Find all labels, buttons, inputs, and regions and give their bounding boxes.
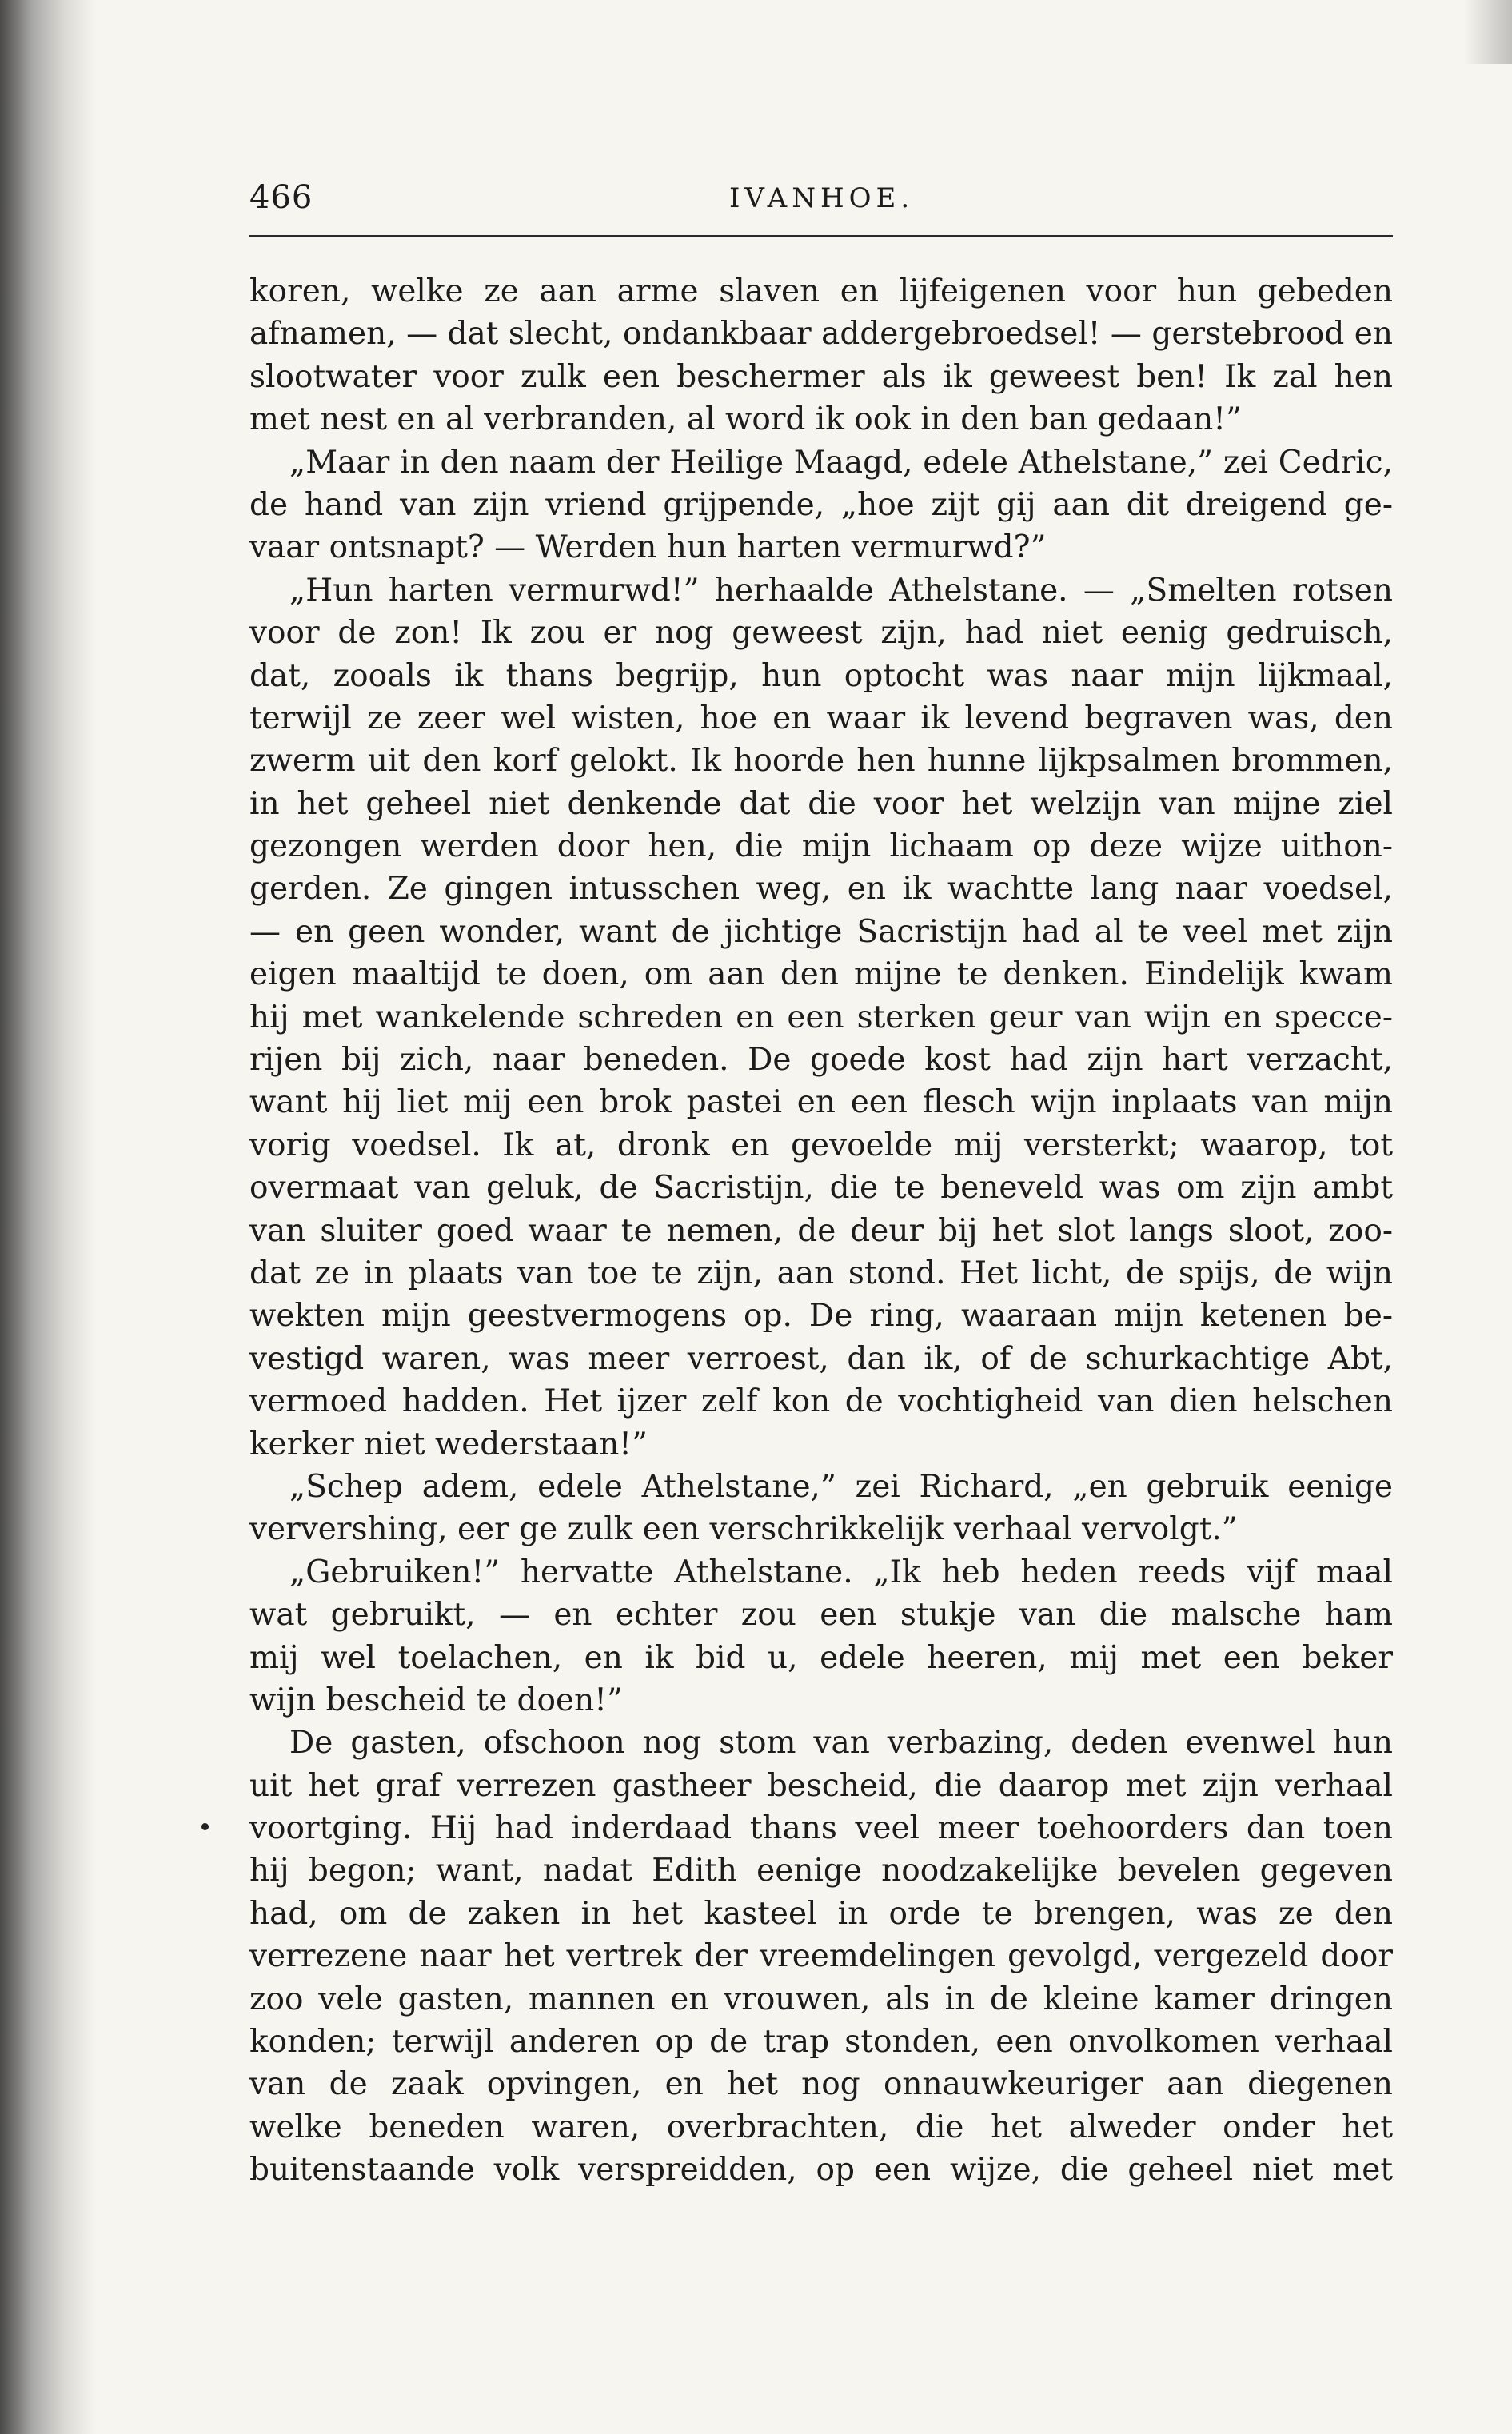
text-line: dat, zooals ik thans begrijp, hun optocht was naar mijn lijkmaal, xyxy=(249,657,1393,694)
text-line: verrezene naar het vertrek der vreemdelingen gevolgd, vergezeld door xyxy=(249,1938,1393,1975)
text-line: voortging. Hij had inderdaad thans veel meer toehoorders dan toen xyxy=(249,1810,1393,1847)
text-line: — en geen wonder, want de jichtige Sacristijn had al te veel met zijn xyxy=(249,913,1393,950)
text-line: afnamen, — dat slecht, ondankbaar addergebroedsel! — gerstebrood en xyxy=(249,316,1393,353)
text-line: wat gebruikt, — en echter zou een stukje van die malsche ham xyxy=(249,1597,1393,1634)
text-line: mij wel toelachen, en ik bid u, edele heeren, mij met een beker xyxy=(249,1639,1393,1676)
text-line: buitenstaande volk verspreidden, op een wijze, die geheel niet met xyxy=(249,2152,1393,2189)
text-line: wijn bescheid te doen!” xyxy=(249,1682,623,1718)
text-line: voor de zon! Ik zou er nog geweest zijn, had niet eenig gedruisch, xyxy=(249,615,1393,652)
text-line: van de zaak opvingen, en het nog onnauwkeuriger aan diegenen xyxy=(249,2066,1393,2103)
text-line: terwijl ze zeer wel wisten, hoe en waar ik levend begraven was, den xyxy=(249,700,1393,736)
text-line: van sluiter goed waar te nemen, de deur bij het slot langs sloot, zoo- xyxy=(249,1212,1393,1249)
text-line: vestigd waren, was meer verroest, dan ik, of de schurkachtige Abt, xyxy=(249,1340,1393,1377)
text-line: rijen bij zich, naar beneden. De goede kost had zijn hart verzacht, xyxy=(249,1042,1393,1079)
text-line: ververshing, eer ge zulk een verschrikkelijk verhaal vervolgt.” xyxy=(249,1511,1238,1548)
text-line: overmaat van geluk, de Sacristijn, die te beneveld was om zijn ambt xyxy=(249,1170,1393,1207)
text-line: vermoed hadden. Het ijzer zelf kon de vochtigheid van dien helschen xyxy=(249,1383,1393,1420)
text-line: hij met wankelende schreden en een sterken geur van wijn en specce- xyxy=(249,999,1393,1035)
margin-dot-mark xyxy=(201,1823,209,1830)
text-line: gerden. Ze gingen intusschen weg, en ik wachtte lang naar voedsel, xyxy=(249,871,1393,908)
text-line: hij begon; want, nadat Edith eenige noodzakelijke bevelen gegeven xyxy=(249,1853,1393,1889)
text-line: welke beneden waren, overbrachten, die het alweder onder het xyxy=(249,2109,1393,2145)
text-line: konden; terwijl anderen op de trap stonden, een onvolkomen verhaal xyxy=(249,2024,1393,2061)
text-line: zoo vele gasten, mannen en vrouwen, als in de kleine kamer dringen xyxy=(249,1981,1393,2017)
text-line: kerker niet wederstaan!” xyxy=(249,1426,648,1462)
page-header xyxy=(249,179,1393,227)
text-line: gezongen werden door hen, die mijn lichaam op deze wijze uithon- xyxy=(249,828,1393,865)
text-line: had, om de zaken in het kasteel in orde te brengen, was ze den xyxy=(249,1895,1393,1932)
text-line: want hij liet mij een brok pastei en een flesch wijn inplaats van mijn xyxy=(249,1084,1393,1121)
text-line: dat ze in plaats van toe te zijn, aan stond. Het licht, de spijs, de wijn xyxy=(249,1255,1393,1291)
text-line: „Hun harten vermurwd!” herhaalde Athelstane. — „Smelten rotsen xyxy=(289,572,1393,608)
scan-shadow-left xyxy=(0,0,96,2434)
text-line: eigen maaltijd te doen, om aan den mijne te denken. Eindelijk kwam xyxy=(249,956,1393,993)
text-line: vorig voedsel. Ik at, dronk en gevoelde mij versterkt; waarop, tot xyxy=(249,1127,1393,1163)
text-line: uit het graf verrezen gastheer bescheid, die daarop met zijn verhaal xyxy=(249,1767,1393,1804)
text-line: met nest en al verbranden, al word ik ook in den ban gedaan!” xyxy=(249,401,1242,438)
text-line: slootwater voor zulk een beschermer als ik geweest ben! Ik zal hen xyxy=(249,358,1393,395)
text-line: zwerm uit den korf gelokt. Ik hoorde hen hunne lijkpsalmen brommen, xyxy=(249,743,1393,780)
body-text xyxy=(249,270,1393,2192)
page-number: 466 xyxy=(249,179,313,216)
text-line: „Maar in den naam der Heilige Maagd, edele Athelstane,” zei Cedric, xyxy=(289,444,1393,481)
text-line: „Schep adem, edele Athelstane,” zei Richard, „en gebruik eenige xyxy=(289,1468,1393,1505)
header-rule xyxy=(249,235,1393,237)
text-line: vaar ontsnapt? — Werden hun harten vermurwd?” xyxy=(249,529,1047,566)
text-line: de hand van zijn vriend grijpende, „hoe zijt gij aan dit dreigend ge- xyxy=(249,486,1393,523)
scan-shadow-top-right xyxy=(1464,0,1512,64)
text-line: wekten mijn geestvermogens op. De ring, waaraan mijn ketenen be- xyxy=(249,1298,1393,1335)
text-line: in het geheel niet denkende dat die voor het welzijn van mijne ziel xyxy=(249,785,1393,822)
text-line: „Gebruiken!” hervatte Athelstane. „Ik heb heden reeds vijf maal xyxy=(289,1554,1393,1590)
running-title: IVANHOE. xyxy=(729,182,915,214)
text-line: koren, welke ze aan arme slaven en lijfeigenen voor hun gebeden xyxy=(249,273,1393,309)
text-line: De gasten, ofschoon nog stom van verbazing, deden evenwel hun xyxy=(289,1725,1393,1762)
